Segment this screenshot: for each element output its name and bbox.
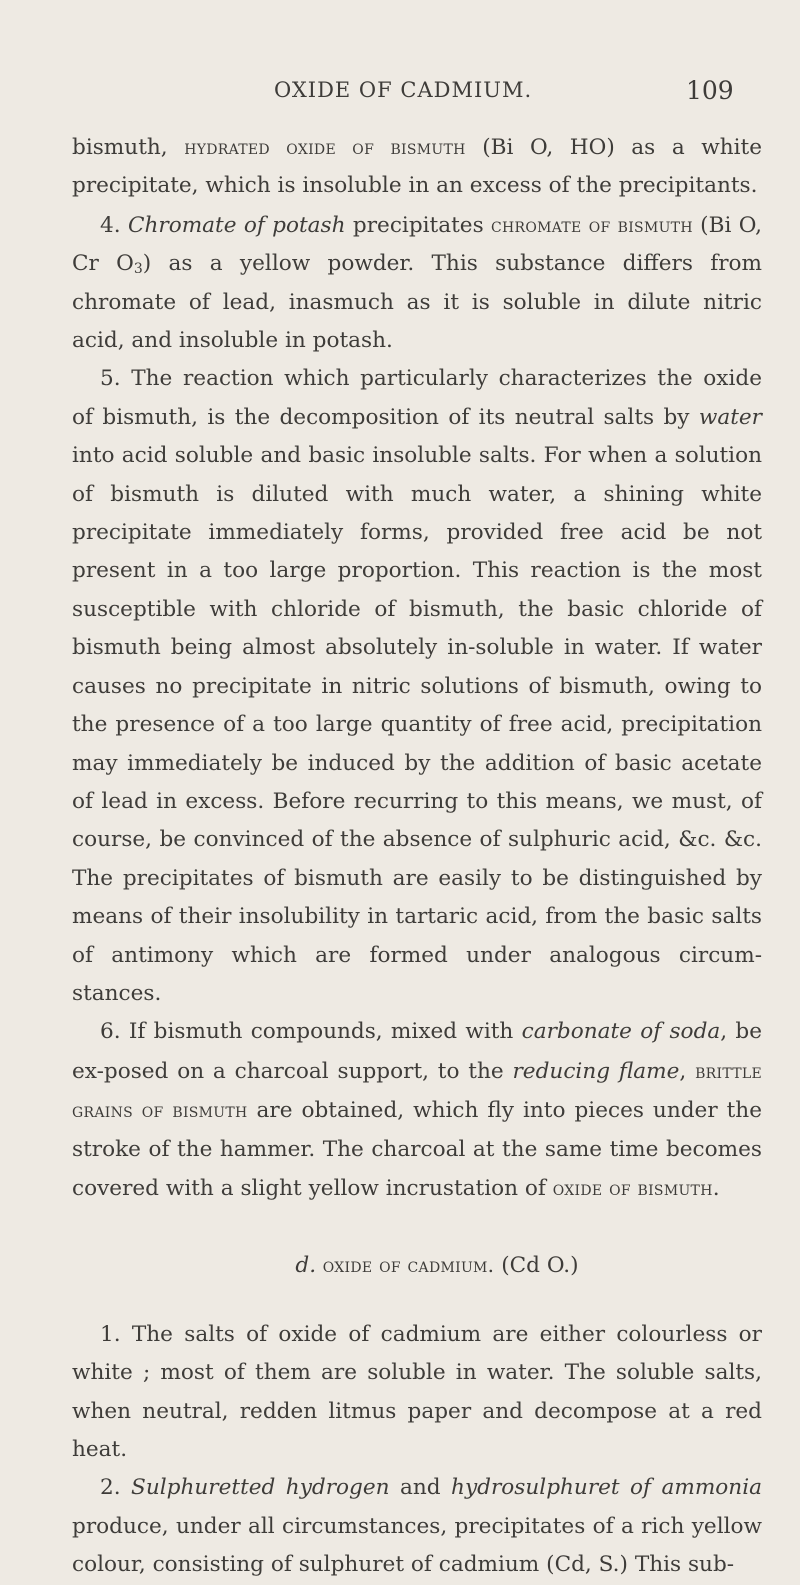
section-formula: (Cd O.) [494, 1253, 579, 1279]
small-caps-term: brittle grains of bismuth [72, 1058, 763, 1123]
small-caps-term: chromate of bismuth [491, 212, 693, 237]
text-run: into acid soluble and basic insoluble salts. For when a solution of bismuth is diluted with much water, a shining white precipitate immediately forms, provided free acid be not present in a too large proportion. This reaction is the most susceptible with chloride of bismuth, the basic chloride of bismuth being almost absolutely in-soluble in water. If water causes no precipitate in nitric solutions of bismuth, owing to the presence of a too large quantity of free acid, precipitation may immediately be induced by the addition of basic acetate of lead in excess. Before recurring to this means, we must, of course, be convinced of the absence of sulphuric acid, &c. &c. The precipitates of bismuth are easily to be distinguished by means of their insolubility in tartaric acid, from the basic salts of antimony which are formed under analogous circum-stances. [72, 443, 762, 1006]
text-run: 5. The reaction which particularly characterizes the oxide of bismuth, is the decomposition of its neutral salts by [72, 366, 762, 430]
text-run: (Bi O, HO) as a white precipitate, which is insoluble in an excess of the precipitants. [72, 135, 762, 199]
text-run: precipitates [345, 212, 491, 238]
body-text [72, 128, 762, 1585]
text-run: 6. If bismuth compounds, mixed with [100, 1019, 522, 1045]
paragraph-sulphuretted-hydrogen [72, 1469, 762, 1584]
text-run: produce, under all circumstances, precipitates of a rich yellow colour, consisting of sulphuret of cadmium (Cd, S.) This sub- [72, 1513, 762, 1578]
paragraph-water-reaction [72, 360, 762, 1013]
text-run: 1. The salts of oxide of cadmium are either colourless or white ; most of them are soluble in water. The soluble salts, when neutral, redden litmus paper and decompose at a red heat. [72, 1321, 762, 1462]
text-run: (Bi O, Cr O [72, 212, 763, 277]
small-caps-term: hydrated oxide of bismuth [184, 135, 466, 159]
text-run: ) as a yellow powder. This substance differs from chromate of lead, inasmuch as it is soluble in dilute nitric acid, and insoluble in potash. [72, 251, 762, 354]
italic-term: water [698, 404, 762, 430]
italic-term: reducing flame [512, 1058, 680, 1084]
text-run: , be ex-posed on a charcoal support, to the [72, 1019, 762, 1084]
section-letter: d. [295, 1253, 317, 1279]
item-number: 4. [100, 212, 128, 238]
item-number: 2. [100, 1475, 132, 1501]
paragraph-charcoal-reduction [72, 1013, 762, 1208]
italic-term: hydrosulphuret of ammonia [451, 1475, 762, 1501]
section-title: oxide of cadmium. [316, 1253, 495, 1278]
small-caps-term: oxide of bismuth [552, 1175, 713, 1200]
text-run: and [389, 1475, 452, 1501]
text-run: , [679, 1058, 696, 1084]
running-title: OXIDE OF CADMIUM. [274, 78, 533, 102]
paragraph-bismuth-hydrated-oxide [72, 128, 762, 206]
paragraph-chromate-of-potash [72, 206, 762, 361]
subscript: 3 [133, 261, 143, 278]
text-run: are obtained, which fly into pieces under the stroke of the hammer. The charcoal at the same time becomes covered with a slight yellow incrustation of [72, 1098, 762, 1201]
text-run: bismuth, [72, 135, 185, 160]
text-run: . [712, 1175, 720, 1201]
paragraph-cadmium-salts [72, 1316, 762, 1470]
page-number: 109 [686, 76, 734, 105]
italic-term: Chromate of potash [127, 212, 346, 238]
italic-term: Sulphuretted hydrogen [131, 1475, 390, 1501]
running-head [0, 78, 800, 118]
section-heading-oxide-of-cadmium [72, 1246, 762, 1285]
italic-term: carbonate of soda [521, 1019, 721, 1045]
